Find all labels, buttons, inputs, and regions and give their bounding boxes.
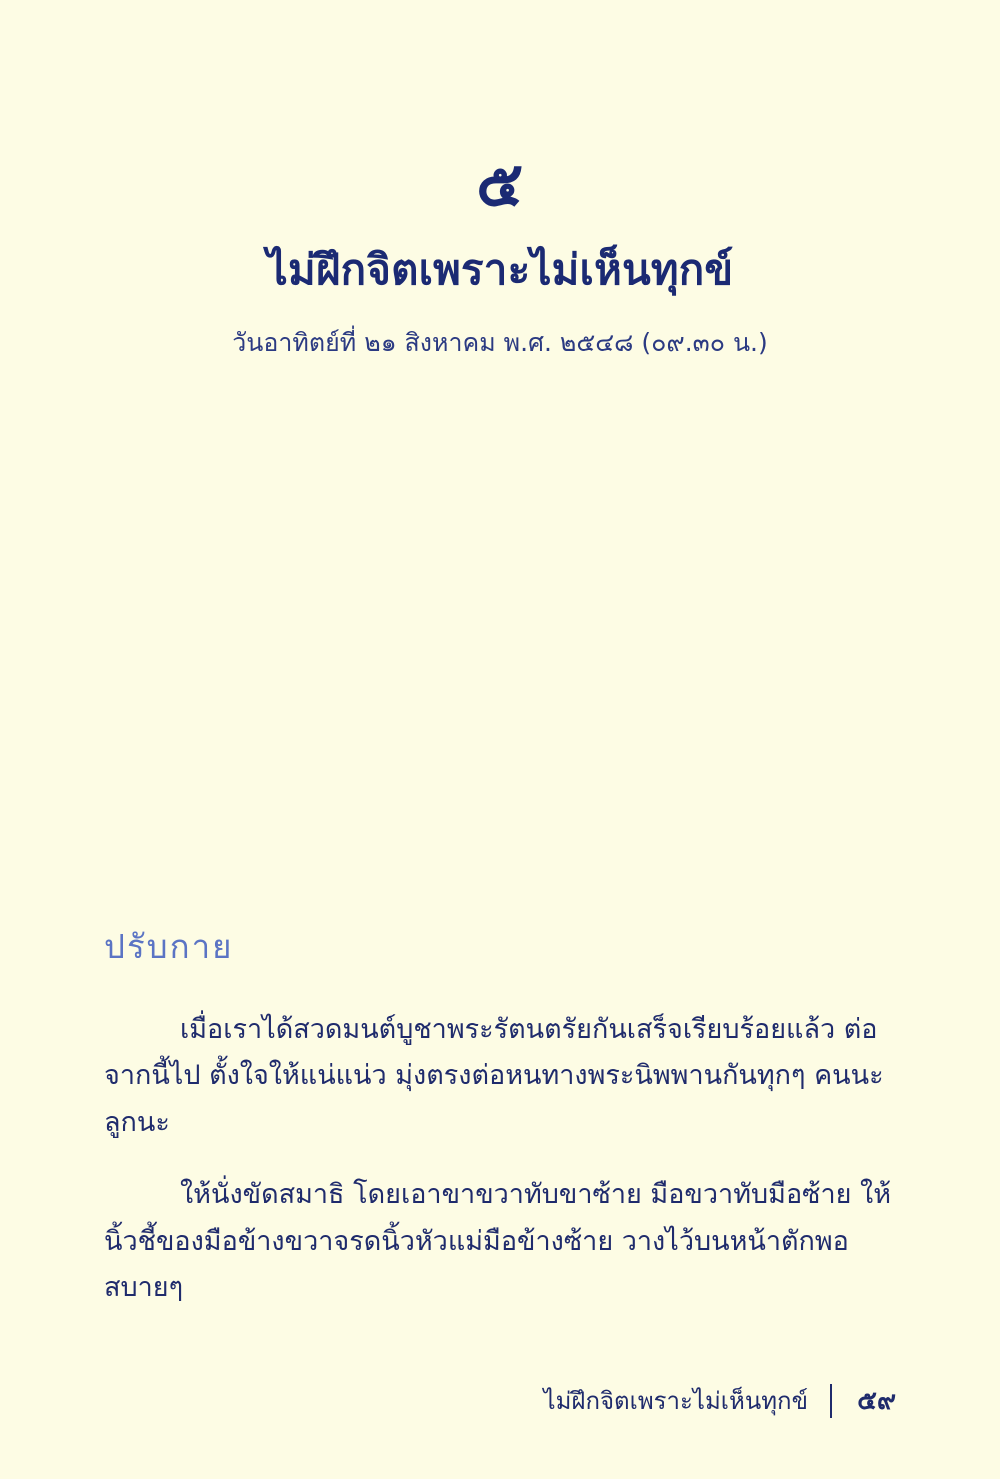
footer-divider: [830, 1384, 832, 1418]
chapter-title: ไม่ฝึกจิตเพราะไม่เห็นทุกข์: [266, 245, 734, 295]
chapter-number: ๕: [476, 147, 524, 220]
chapter-date: วันอาทิตย์ที่ ๒๑ สิงหาคม พ.ศ. ๒๕๔๘ (๐๙.๓๐ น.): [232, 327, 768, 357]
page-footer: [544, 1380, 897, 1421]
paragraph: เมื่อเราได้สวดมนต์บูชาพระรัตนตรัยกันเสร็จเรียบร้อยแล้ว ต่อจากนี้ไป ตั้งใจให้แน่แน่ว มุ่งตรงต่อหนทางพระนิพพานกันทุกๆ คนนะลูกนะ: [104, 1014, 884, 1138]
section-heading: ปรับกาย: [104, 927, 234, 966]
footer-running-title: ไม่ฝึกจิตเพราะไม่เห็นทุกข์: [543, 1387, 808, 1415]
body-content: [104, 920, 896, 1338]
chapter-header: [0, 0, 1000, 360]
footer-page-number: ๕๙: [857, 1386, 896, 1416]
paragraph: ให้นั่งขัดสมาธิ โดยเอาขาขวาทับขาซ้าย มือขวาทับมือซ้าย ให้นิ้วชี้ของมือข้างขวาจรดนิ้วหัวแม่มือข้างซ้าย วางไว้บนหน้าตักพอสบายๆ: [104, 1179, 892, 1304]
